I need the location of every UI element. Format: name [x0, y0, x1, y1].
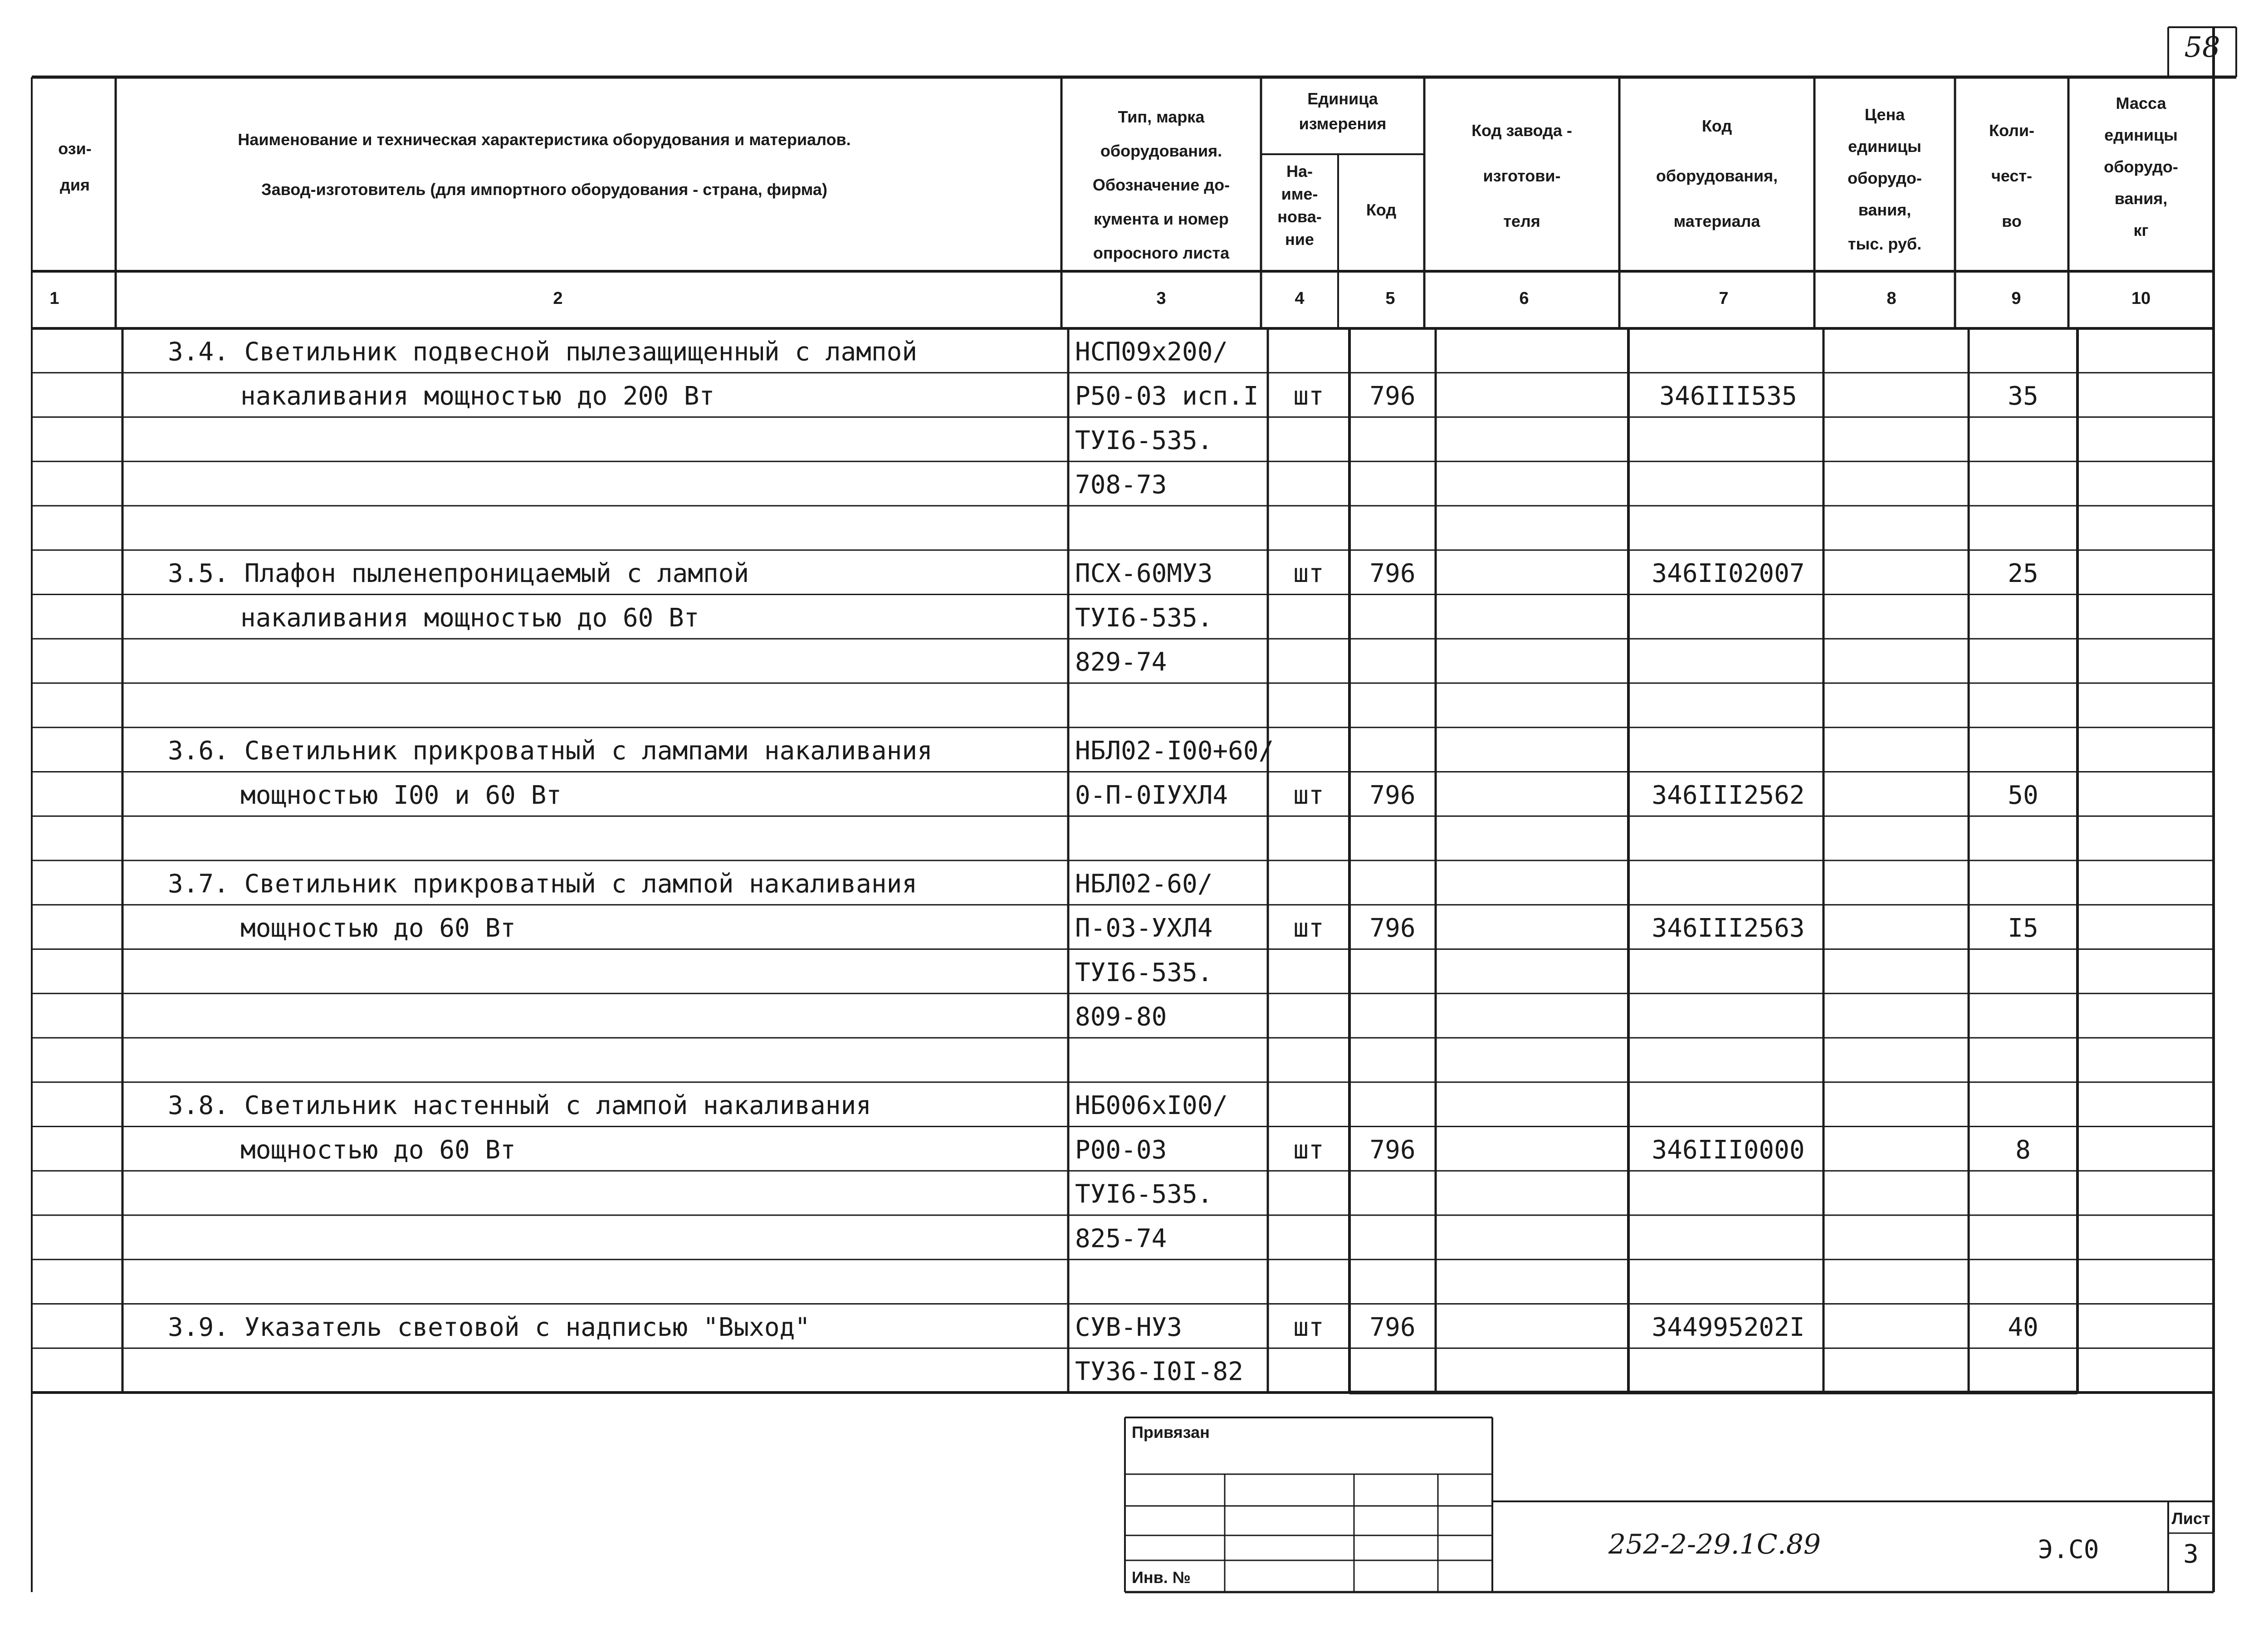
item-type-cell: ТУ36-I0I-82	[1075, 1357, 1243, 1387]
item-unit-cell: шт	[1293, 1312, 1324, 1342]
table-row	[240, 603, 1212, 633]
item-name-cell: мощностью I00 и 60 Вт	[240, 780, 562, 810]
header-unit-group-line2: измерения	[1299, 114, 1387, 133]
item-equipment-code-cell: 346III535	[1659, 381, 1797, 411]
item-type-cell: 708-73	[1075, 470, 1167, 500]
item-type-cell: НБ006хI00/	[1075, 1091, 1228, 1121]
item-name-cell: 3.7. Светильник прикроватный с лампой накаливания	[168, 869, 918, 899]
table-row	[240, 381, 2038, 411]
page-number: 58	[2184, 30, 2220, 64]
item-name-cell: накаливания мощностью до 200 Вт	[240, 381, 715, 411]
header-col5: Код	[1366, 200, 1397, 219]
sheet-number: 3	[2183, 1539, 2199, 1569]
column-number-6: 6	[1519, 289, 1529, 308]
header-col4-line4: ние	[1285, 230, 1314, 249]
item-type-cell: СУВ-НУЗ	[1075, 1312, 1183, 1342]
header-col9-line3: во	[2002, 212, 2022, 230]
table-body	[168, 337, 2038, 1386]
item-equipment-code-cell: 346III0000	[1652, 1135, 1805, 1165]
sheet-label: Лист	[2171, 1509, 2210, 1528]
item-type-cell: ТУI6-535.	[1075, 1179, 1213, 1209]
header-col8-line5: тыс. руб.	[1848, 235, 1922, 253]
header-col7-line1: Код	[1701, 117, 1732, 135]
header-col6-line3: теля	[1503, 212, 1540, 230]
column-number-8: 8	[1887, 289, 1897, 308]
table-row	[1075, 958, 1212, 987]
item-equipment-code-cell: 346III2562	[1652, 780, 1805, 810]
item-unit-code-cell: 796	[1369, 559, 1416, 589]
header-col1-line2: дия	[60, 176, 90, 194]
item-name-cell: мощностью до 60 Вт	[240, 914, 516, 943]
header-col10-line5: кг	[2133, 221, 2149, 239]
header-col6-line2: изготови-	[1483, 166, 1561, 185]
column-number-3: 3	[1156, 289, 1166, 308]
item-quantity-cell: 40	[2008, 1312, 2038, 1342]
table-row	[168, 736, 1274, 766]
header-col3-line4: кумента и номер	[1094, 210, 1229, 228]
table-row	[240, 781, 2038, 810]
item-name-cell: 3.4. Светильник подвесной пылезащищенный с лампой	[168, 337, 918, 367]
table-row	[1075, 426, 1212, 455]
column-number-7: 7	[1719, 289, 1729, 308]
header-col8-line4: вания,	[1858, 200, 1911, 219]
header-col8-line3: оборудо-	[1848, 169, 1922, 187]
column-number-2: 2	[553, 289, 563, 308]
column-number-5: 5	[1385, 289, 1395, 308]
item-type-cell: 809-80	[1075, 1002, 1167, 1032]
header-col8-line1: Цена	[1864, 105, 1905, 124]
header-col10-line4: вания,	[2114, 189, 2168, 208]
item-quantity-cell: 35	[2008, 381, 2038, 411]
column-number-9: 9	[2011, 289, 2021, 308]
item-unit-code-cell: 796	[1369, 914, 1416, 943]
item-type-cell: ТУI6-535.	[1075, 425, 1213, 455]
header-col1-line1: ози-	[58, 139, 92, 158]
item-equipment-code-cell: 346III2563	[1652, 914, 1805, 943]
column-number-10: 10	[2131, 289, 2151, 308]
table-row	[168, 559, 2038, 588]
item-type-cell: ТУI6-535.	[1075, 603, 1213, 633]
table-row	[1075, 1357, 1243, 1387]
header-col4-line3: нова-	[1277, 207, 1322, 226]
item-name-cell: накаливания мощностью до 60 Вт	[240, 603, 699, 633]
item-type-cell: П-03-УХЛ4	[1075, 914, 1213, 943]
header-col9-line2: чест-	[1991, 166, 2033, 185]
table-row	[1075, 470, 1167, 500]
header-col10-line3: оборудо-	[2104, 157, 2178, 176]
item-equipment-code-cell: 344995202I	[1652, 1312, 1805, 1342]
item-name-cell: 3.6. Светильник прикроватный с лампами накаливания	[168, 736, 933, 766]
item-unit-code-cell: 796	[1369, 381, 1416, 411]
item-unit-cell: шт	[1293, 1135, 1324, 1165]
table-row	[1075, 1224, 1167, 1253]
item-unit-cell: шт	[1293, 914, 1324, 943]
header-col6-line1: Код завода -	[1471, 121, 1572, 140]
item-unit-code-cell: 796	[1369, 780, 1416, 810]
item-name-cell: мощностью до 60 Вт	[240, 1135, 516, 1165]
item-type-cell: Р50-03 исп.I	[1075, 381, 1259, 411]
table-row	[168, 869, 1212, 899]
stamp-bound-label: Привязан	[1132, 1423, 1210, 1442]
header-col7-line2: оборудования,	[1656, 166, 1778, 185]
item-name-cell: 3.9. Указатель световой с надписью "Выход"	[168, 1312, 811, 1342]
stamp-inventory-label: Инв. №	[1132, 1568, 1191, 1587]
item-name-cell: 3.5. Плафон пыленепроницаемый с лампой	[168, 559, 749, 589]
item-type-cell: ТУI6-535.	[1075, 958, 1213, 987]
item-quantity-cell: 8	[2015, 1135, 2031, 1165]
header-col4-line1: На-	[1286, 162, 1313, 181]
column-number-4: 4	[1295, 289, 1305, 308]
header-col8-line2: единицы	[1848, 137, 1921, 156]
header-col10-line1: Масса	[2116, 94, 2166, 112]
header-col3-line3: Обозначение до-	[1092, 176, 1230, 194]
item-quantity-cell: 50	[2008, 780, 2038, 810]
section-code: Э.С0	[2038, 1535, 2099, 1564]
header-col3-line1: Тип, марка	[1118, 108, 1205, 126]
table-row	[1075, 1002, 1167, 1032]
item-unit-code-cell: 796	[1369, 1312, 1416, 1342]
header-col10-line2: единицы	[2104, 126, 2178, 144]
column-number-1: 1	[49, 289, 59, 308]
header-col3-line2: оборудования.	[1100, 142, 1222, 160]
table-row	[240, 914, 2038, 943]
item-unit-cell: шт	[1293, 780, 1324, 810]
header-col9-line1: Коли-	[1989, 121, 2035, 140]
item-type-cell: Р00-03	[1075, 1135, 1167, 1165]
item-unit-cell: шт	[1293, 559, 1324, 589]
header-col2-line2: Завод-изготовитель (для импортного оборудования - страна, фирма)	[261, 180, 827, 199]
header-col7-line3: материала	[1673, 212, 1760, 230]
table-row	[1075, 1180, 1212, 1209]
item-quantity-cell: I5	[2008, 914, 2038, 943]
table-row	[240, 1135, 2031, 1165]
item-type-cell: 829-74	[1075, 647, 1167, 677]
item-type-cell: 825-74	[1075, 1224, 1167, 1254]
header-unit-group-line1: Единица	[1307, 89, 1378, 108]
item-unit-code-cell: 796	[1369, 1135, 1416, 1165]
item-equipment-code-cell: 346II02007	[1652, 559, 1805, 589]
item-type-cell: НСП09х200/	[1075, 337, 1228, 367]
item-type-cell: НБЛ02-I00+60/	[1075, 736, 1274, 766]
item-unit-cell: шт	[1293, 381, 1324, 411]
header-col3-line5: опросного листа	[1093, 244, 1230, 262]
item-quantity-cell: 25	[2008, 559, 2038, 589]
table-row	[168, 1313, 2038, 1342]
header-col4-line2: име-	[1281, 185, 1318, 203]
document-code: 252-2-29.1С.89	[1608, 1529, 1821, 1560]
header-col2-line1: Наименование и техническая характеристика оборудования и материалов.	[238, 130, 851, 149]
table-row	[1075, 648, 1167, 677]
item-type-cell: НБЛ02-60/	[1075, 869, 1213, 899]
item-name-cell: 3.8. Светильник настенный с лампой накаливания	[168, 1091, 871, 1121]
item-type-cell: 0-П-0IУХЛ4	[1075, 780, 1228, 810]
item-type-cell: ПСХ-60МУЗ	[1075, 559, 1213, 589]
